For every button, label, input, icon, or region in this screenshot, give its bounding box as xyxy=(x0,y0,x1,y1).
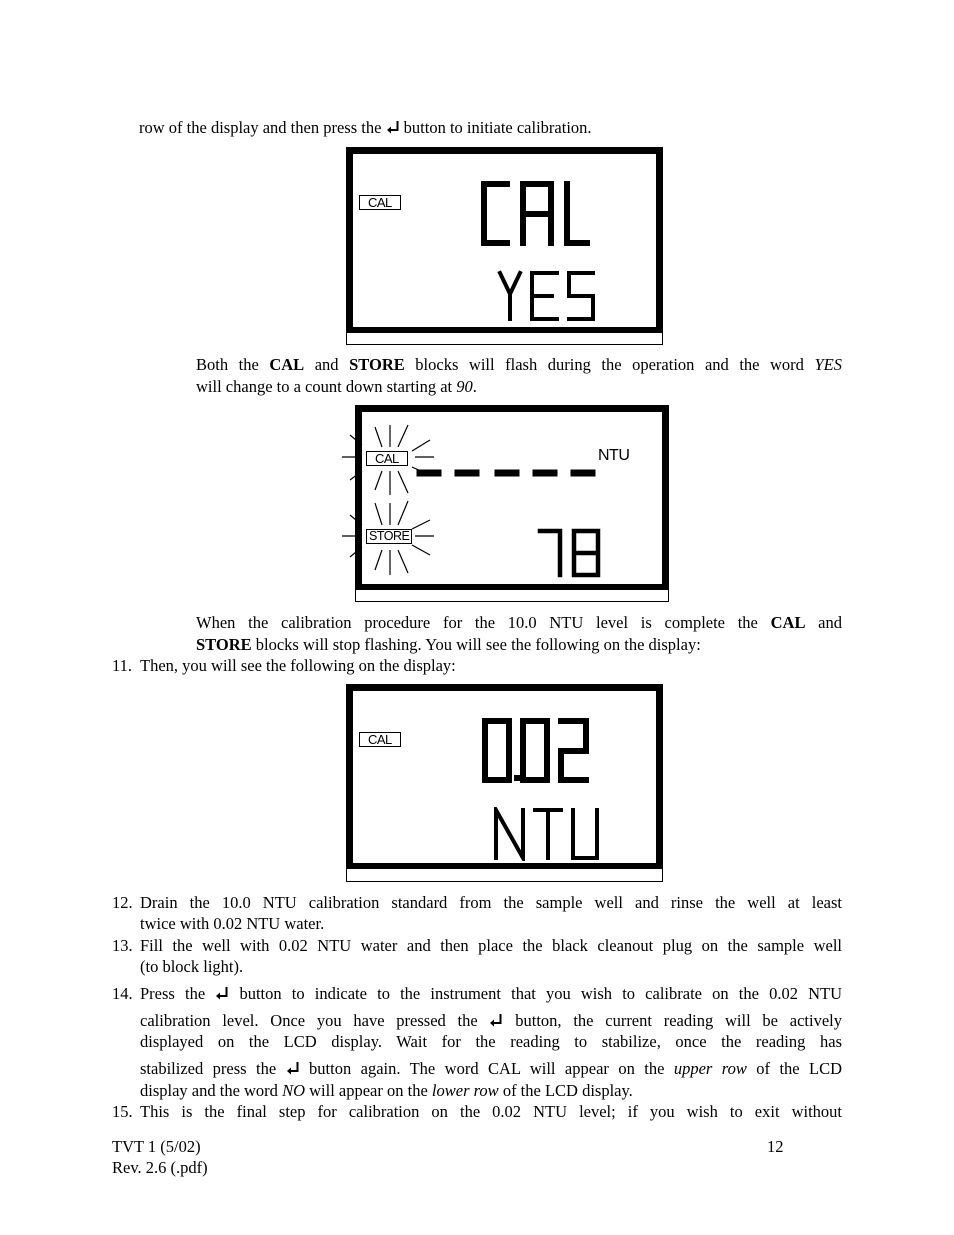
lcd-display-cal-yes xyxy=(346,147,663,345)
ntu-unit-label: NTU xyxy=(598,447,630,464)
step-number: 11. xyxy=(112,656,133,675)
step-14-line2: calibration level. Once you have pressed the button, the current reading will be actively xyxy=(140,1011,842,1030)
step-number: 14. xyxy=(112,984,133,1003)
footer-revision: Rev. 2.6 (.pdf) xyxy=(112,1158,208,1177)
step-13-line1: Fill the well with 0.02 NTU water and then place the black cleanout plug on the sample well xyxy=(140,936,842,955)
step-12-line1: Drain the 10.0 NTU calibration standard from the sample well and rinse the well at least xyxy=(140,893,842,912)
lcd-bottom-row-countdown xyxy=(536,527,602,579)
step-12-line2: twice with 0.02 NTU water. xyxy=(140,914,325,933)
paragraph-flash-line1: Both the CAL and STORE blocks will flash during the operation and the word YES xyxy=(196,355,842,374)
step-number: 13. xyxy=(112,936,133,955)
enter-key-icon xyxy=(489,1013,503,1027)
cal-indicator-flashing: CAL xyxy=(366,451,408,466)
flash-rays-icon xyxy=(340,405,440,580)
lcd-top-row-value xyxy=(479,717,594,785)
step-14-line1: Press the button to indicate to the instrument that you wish to calibrate on the 0.02 NTU xyxy=(140,984,843,1003)
step-14-line4: stabilized press the button again. The word CAL will appear on the upper row of the LCD xyxy=(140,1059,843,1078)
cal-indicator: CAL xyxy=(359,732,401,747)
footer-doc-id: TVT 1 (5/02) xyxy=(112,1137,201,1156)
store-indicator-flashing: STORE xyxy=(366,529,412,544)
enter-key-icon xyxy=(286,1061,300,1075)
page-number: 12 xyxy=(767,1137,784,1156)
paragraph-complete-line1: When the calibration procedure for the 10.0 NTU level is complete the CAL and xyxy=(196,613,842,632)
step-15-line1: This is the final step for calibration on the 0.02 NTU level; if you wish to exit without xyxy=(140,1102,842,1121)
lcd-top-row-dashes xyxy=(416,467,596,479)
step-number: 15. xyxy=(112,1102,133,1121)
lcd-display-0-02-ntu xyxy=(346,684,663,882)
lcd-bottom-row-unit xyxy=(493,807,603,861)
enter-key-icon xyxy=(215,986,229,1000)
step-number: 12. xyxy=(112,893,133,912)
step-11-text: Then, you will see the following on the display: xyxy=(140,656,456,675)
lcd-bottom-row-yes xyxy=(497,270,597,322)
lcd-top-row-cal xyxy=(477,180,592,248)
paragraph-flash-line2: will change to a count down starting at 90. xyxy=(196,377,477,396)
intro-line: row of the display and then press the button to initiate calibration. xyxy=(139,118,592,137)
step-13-line2: (to block light). xyxy=(140,957,244,976)
enter-key-icon xyxy=(386,120,400,134)
step-14-line5: display and the word NO will appear on the lower row of the LCD display. xyxy=(140,1081,633,1100)
lcd-display-countdown xyxy=(340,405,670,605)
paragraph-complete-line2: STORE blocks will stop flashing. You will see the following on the display: xyxy=(196,635,701,654)
cal-indicator: CAL xyxy=(359,195,401,210)
step-14-line3: displayed on the LCD display. Wait for the reading to stabilize, once the reading has xyxy=(140,1032,842,1051)
